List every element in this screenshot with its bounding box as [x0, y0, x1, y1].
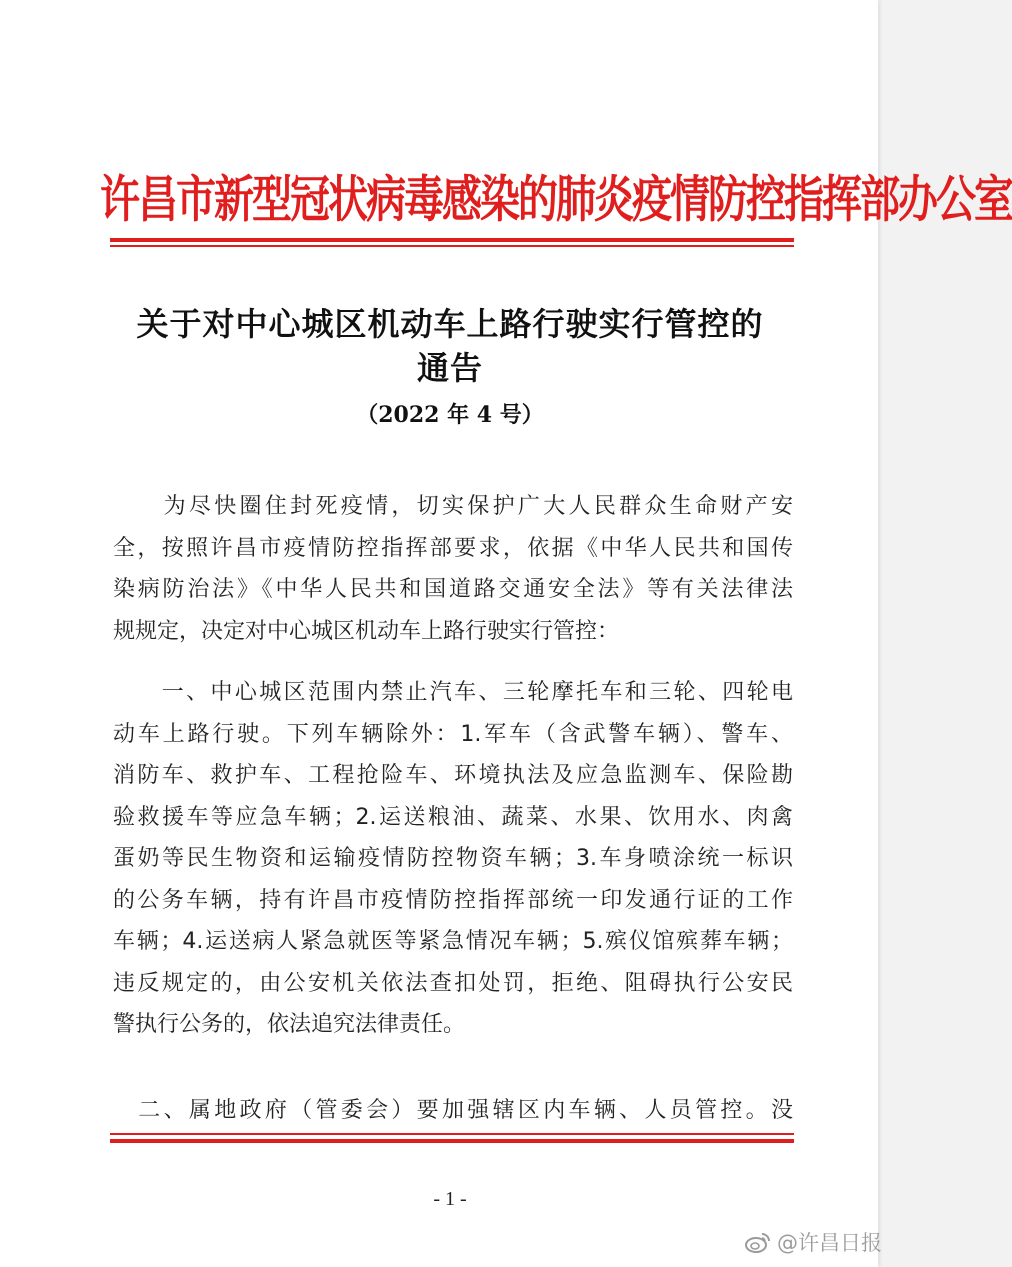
paragraph-line: 验救援车等应急车辆；2.运送粮油、蔬菜、水果、饮用水、肉禽	[113, 804, 793, 830]
paragraph-line: 染病防治法》《中华人民共和国道路交通安全法》等有关法律法	[113, 577, 793, 602]
paragraph-line: 一、中心城区范围内禁止汽车、三轮摩托车和三轮、四轮电	[113, 680, 793, 705]
paragraph-1	[113, 486, 793, 652]
footer-red-rule-thin	[110, 1133, 794, 1135]
issuing-office-header: 许昌市新型冠状病毒感染的肺炎疫情防控指挥部办公室	[100, 170, 1012, 229]
header-red-rule-thin	[110, 245, 794, 247]
page-number: - 1 -	[433, 1188, 467, 1210]
document-number: （2022 年 4 号）	[356, 402, 544, 428]
paragraph-line: 为尽快圈住封死疫情，切实保护广大人民群众生命财产安	[113, 494, 793, 519]
watermark-text: @许昌日报	[777, 1231, 882, 1255]
paragraph-3	[113, 1090, 793, 1132]
weibo-icon	[745, 1231, 771, 1253]
paragraph-line: 二、属地政府（管委会）要加强辖区内车辆、人员管控。没	[113, 1098, 793, 1123]
paragraph-line: 警执行公务的，依法追究法律责任。	[113, 1012, 466, 1037]
footer-red-rule-thick	[110, 1139, 794, 1143]
weibo-watermark	[745, 1227, 882, 1257]
paragraph-line: 动车上路行驶。下列车辆除外：1.军车（含武警车辆）、警车、	[113, 721, 793, 747]
paragraph-line: 全，按照许昌市疫情防控指挥部要求，依据《中华人民共和国传	[113, 535, 793, 561]
paragraph-line: 违反规定的，由公安机关依法查扣处罚，拒绝、阻碍执行公安民	[113, 970, 793, 996]
header-red-rule-thick	[110, 238, 794, 242]
paragraph-line: 蛋奶等民生物资和运输疫情防控物资车辆；3.车身喷涂统一标识	[113, 846, 793, 871]
paragraph-line: 消防车、救护车、工程抢险车、环境执法及应急监测车、保险勘	[113, 763, 793, 788]
paragraph-line: 规规定，决定对中心城区机动车上路行驶实行管控：	[113, 618, 620, 644]
paragraph-line: 车辆；4.运送病人紧急就医等紧急情况车辆；5.殡仪馆殡葬车辆；	[113, 929, 793, 954]
document-title-line-1: 关于对中心城区机动车上路行驶实行管控的	[136, 305, 764, 343]
document-title-line-2: 通告	[416, 349, 483, 387]
paragraph-2	[113, 672, 793, 1046]
paragraph-line: 的公务车辆，持有许昌市疫情防控指挥部统一印发通行证的工作	[113, 887, 793, 913]
